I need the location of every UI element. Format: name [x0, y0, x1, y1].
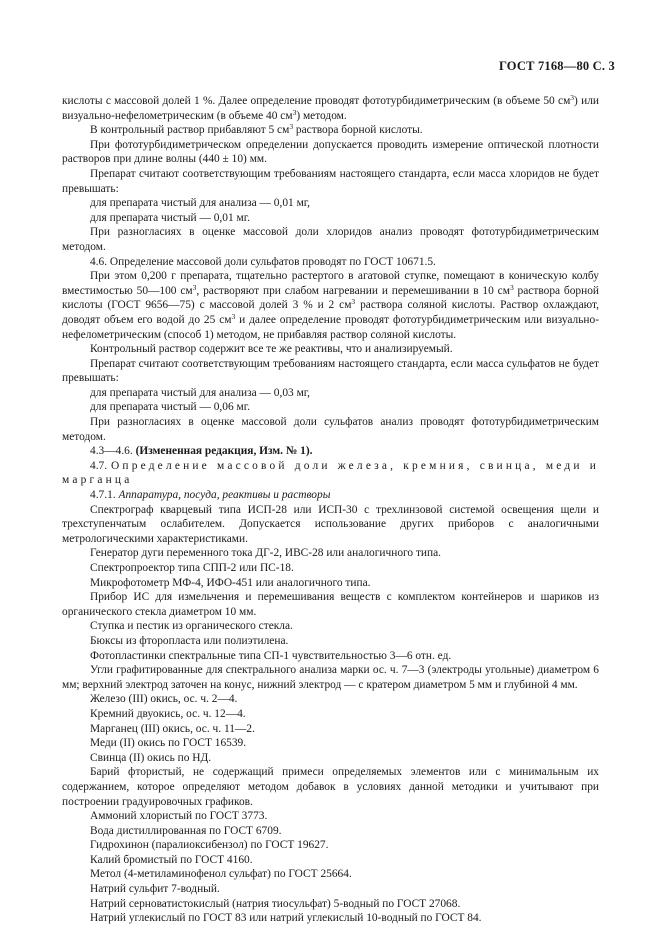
text-run: Меди (II) окись по ГОСТ 16539. [90, 737, 247, 750]
paragraph [62, 269, 599, 342]
text-run: 4.7. [90, 459, 111, 472]
paragraph [62, 138, 599, 167]
text-run: При разногласиях в оценке массовой доли хлоридов анализ проводят фототурбидиметрическим методом. [62, 226, 599, 253]
text-run: для препарата чистый — 0,06 мг. [90, 401, 250, 414]
paragraph [62, 882, 599, 897]
superscript: 3 [570, 93, 575, 102]
text-run: и далее определение проводят фототурбидиметрическим или визуально-нефелометрическим (способ 1) методом, не прибавляя раствор соляной кислоты. [62, 313, 599, 341]
text-run: Калий бромистый по ГОСТ 4160. [90, 853, 253, 866]
text-run: 4.3—4.6. [90, 445, 136, 458]
text-run: Ступка и пестик из органического стекла. [90, 620, 293, 633]
text-run: для препарата чистый для анализа — 0,03 мг, [90, 386, 311, 399]
document-body [62, 94, 599, 926]
text-run: При фототурбидиметрическом определении допускается проводить измерение оптической плотности растворов при длине волны (440 ± 10) мм. [62, 138, 599, 166]
bold-text: (Измененная редакция, Изм. № 1). [135, 445, 313, 458]
text-run: Железо (III) окись, ос. ч. 2—4. [90, 693, 238, 706]
paragraph [62, 824, 599, 839]
text-run: Спектрограф кварцевый типа ИСП-28 или ИСП-30 с трехлинзовой системой освещения щели и трехступенчатым ослабителем. Допускается использование других приборов с аналогичными метрологическими характеристиками. [62, 503, 599, 545]
text-run: В контрольный раствор прибавляют 5 см [90, 124, 290, 137]
page-header: ГОСТ 7168—80 С. 3 [498, 59, 615, 73]
text-run: Кремний двуокись, ос. ч. 12—4. [90, 707, 246, 720]
text-run: Препарат считают соответствующим требованиям настоящего стандарта, если масса сульфатов не будет превышать: [62, 357, 599, 385]
text-run: При разногласиях в оценке массовой доли сульфатов анализ проводят фототурбидиметрическим методом. [62, 416, 599, 443]
text-run: Свинца (II) окись по НД. [90, 751, 212, 764]
paragraph [62, 736, 599, 751]
paragraph [62, 444, 599, 459]
text-run: Препарат считают соответствующим требованиям настоящего стандарта, если масса хлоридов не будет превышать: [62, 167, 599, 195]
superscript: 3 [509, 282, 514, 292]
paragraph [62, 255, 599, 270]
paragraph [62, 751, 599, 766]
text-run: Фотопластинки спектральные типа СП-1 чувствительностью 3—6 отн. ед. [90, 649, 452, 662]
paragraph [62, 911, 599, 926]
text-run: Спектропроектор типа СПП-2 или ПС-18. [90, 562, 294, 574]
paragraph [62, 722, 599, 737]
paragraph [62, 649, 599, 664]
text-run: При этом 0,200 г препарата, тщательно растертого в агатовой ступке, помещают в коническую колбу вместимостью 50—100 см [62, 270, 599, 297]
text-run: Натрий углекислый по ГОСТ 83 или натрий углекислый 10-водный по ГОСТ 84. [90, 912, 482, 925]
superscript: 3 [289, 122, 294, 132]
paragraph [62, 386, 599, 401]
text-run: Аммоний хлористый по ГОСТ 3773. [90, 810, 268, 823]
paragraph [62, 867, 599, 882]
paragraph [62, 634, 599, 649]
superscript: 3 [192, 282, 197, 292]
paragraph [62, 357, 599, 386]
paragraph [62, 561, 599, 576]
text-run: Марганец (III) окись, ос. ч. 11—2. [90, 722, 255, 735]
superscript: 3 [351, 297, 356, 307]
text-run: Вода дистиллированная по ГОСТ 6709. [90, 824, 282, 837]
text-run: 4.7.1. [90, 489, 119, 502]
text-run: раствора борной кислоты (ГОСТ 9656—75) с массовой долей 3 % и 2 см [62, 284, 599, 312]
paragraph [62, 123, 599, 138]
text-run: 4.6. Определение массовой доли сульфатов проводят по ГОСТ 10671.5. [90, 255, 436, 268]
paragraph [62, 663, 599, 692]
text-run: Микрофотометр МФ-4, ИФО-451 или аналогичного типа. [90, 576, 371, 589]
superscript: 3 [292, 107, 297, 117]
text-run: ) или визуально-нефелометрическим (в объеме 40 см [62, 95, 599, 122]
paragraph [62, 459, 599, 488]
section-heading: Определение массовой доли железа, кремния, свинца, меди и марганца [62, 459, 599, 487]
text-run: кислоты с массовой долей 1 %. Далее определение проводят фототурбидиметрическим (в объеме 50 см [62, 95, 571, 107]
paragraph [62, 853, 599, 868]
text-run: , растворяют при слабом нагревании и перемешивании в 10 см [196, 284, 510, 297]
paragraph [62, 400, 599, 415]
paragraph [62, 590, 599, 619]
text-run: Угли графитированные для спектрального анализа марки ос. ч. 7—3 (электроды угольные) диаметром 6 мм; верхний электрод заточен на конус, нижний электрод — с кратером диаметром 5 мм и глубиной 4 мм. [62, 664, 599, 691]
text-run: Метол (4-метиламинофенол сульфат) по ГОСТ 25664. [90, 868, 352, 881]
text-run: для препарата чистый для анализа — 0,01 мг, [90, 197, 311, 210]
paragraph [62, 619, 599, 634]
paragraph [62, 211, 599, 226]
paragraph [62, 897, 599, 912]
text-run: Контрольный раствор содержит все те же реактивы, что и анализируемый. [90, 343, 453, 356]
text-run: Натрий серноватистокислый (натрия тиосульфат) 5-водный по ГОСТ 27068. [90, 897, 461, 910]
paragraph [62, 196, 599, 211]
paragraph [62, 692, 599, 707]
superscript: 3 [231, 311, 236, 321]
paragraph [62, 167, 599, 196]
text-run: Натрий сульфит 7-водный. [90, 883, 220, 896]
text-run: Гидрохинон (паралиоксибензол) по ГОСТ 19627. [90, 839, 329, 852]
paragraph [62, 838, 599, 853]
text-run: ) методом. [296, 109, 347, 122]
paragraph [62, 94, 599, 123]
paragraph [62, 546, 599, 561]
paragraph [62, 342, 599, 357]
text-run: Прибор ИС для измельчения и перемешивания веществ с комплектом контейнеров и шариков из органического стекла диаметром 10 мм. [62, 591, 599, 618]
text-run: для препарата чистый — 0,01 мг. [90, 211, 250, 224]
paragraph [62, 225, 599, 254]
paragraph [62, 707, 599, 722]
paragraph [62, 503, 599, 547]
italic-heading: Аппаратура, посуда, реактивы и растворы [118, 489, 331, 502]
text-run: раствора борной кислоты. [293, 124, 423, 137]
paragraph [62, 576, 599, 591]
text-run: Барий фтористый, не содержащий примеси определяемых элементов или с минимальным их содержанием, которое определяют методом добавок в условиях данной методики и учитывают при построении градуировочных графиков. [62, 766, 599, 808]
paragraph [62, 809, 599, 824]
paragraph [62, 488, 599, 503]
paragraph [62, 765, 599, 809]
text-run: Бюксы из фторопласта или полиэтилена. [90, 634, 289, 647]
paragraph [62, 415, 599, 444]
text-run: Генератор дуги переменного тока ДГ-2, ИВС-28 или аналогичного типа. [90, 547, 442, 560]
text-run: раствора соляной кислоты. Раствор охлаждают, доводят объем его водой до 25 см [62, 299, 599, 326]
